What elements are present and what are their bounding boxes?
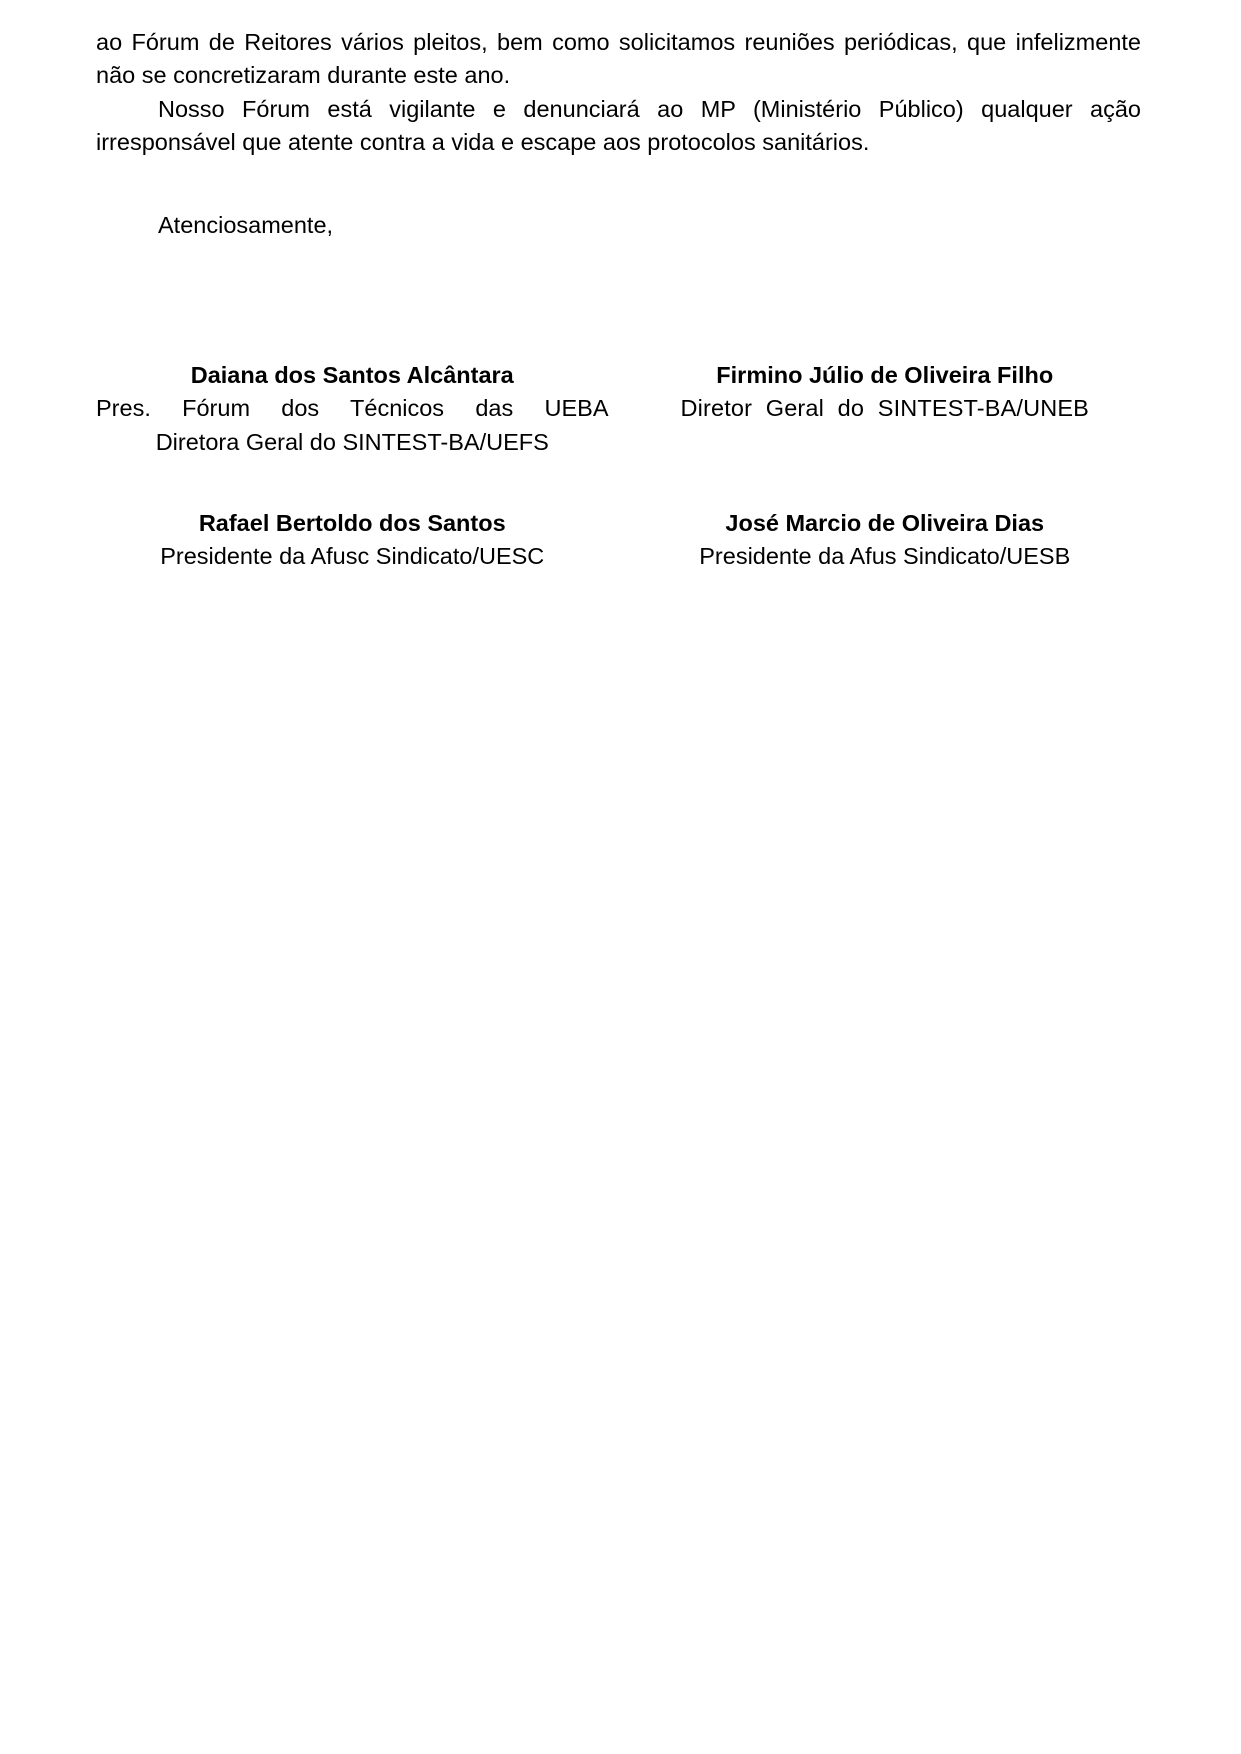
signature-block <box>96 359 1141 574</box>
signature-name: Rafael Bertoldo dos Santos <box>198 509 506 536</box>
signature-role-line-1: Presidente da Afusc Sindicato/UESC <box>160 543 545 570</box>
signature-name: Daiana dos Santos Alcântara <box>190 361 514 388</box>
closing-salutation: Atenciosamente, <box>158 212 334 239</box>
document-body <box>96 26 1141 159</box>
paragraph-denuncia: Nosso Fórum está vigilante e denunciará ao MP (Ministério Público) qualquer ação irresponsável que atente contra a vida e escape aos protocolos sanitários. <box>96 95 1141 156</box>
signature-daiana <box>96 359 619 459</box>
signature-name: José Marcio de Oliveira Dias <box>725 509 1045 536</box>
signature-firmino <box>619 359 1142 426</box>
signature-row <box>96 507 1141 574</box>
signature-row <box>96 359 1141 459</box>
signature-role-line-1: Presidente da Afus Sindicato/UESB <box>699 543 1071 570</box>
signature-name: Firmino Júlio de Oliveira Filho <box>716 361 1054 388</box>
signature-rafael <box>96 507 619 574</box>
signature-jose <box>619 507 1142 574</box>
signature-role-line-2: Diretora Geral do SINTEST-BA/UEFS <box>155 428 549 455</box>
signature-role-line-1: Diretor Geral do SINTEST-BA/UNEB <box>680 395 1089 422</box>
signature-role-line-1: Pres. Fórum dos Técnicos das UEBA <box>96 395 609 422</box>
paragraph-continuation: ao Fórum de Reitores vários pleitos, bem como solicitamos reuniões periódicas, que infelizmente não se concretizaram durante este ano. <box>96 29 1141 89</box>
